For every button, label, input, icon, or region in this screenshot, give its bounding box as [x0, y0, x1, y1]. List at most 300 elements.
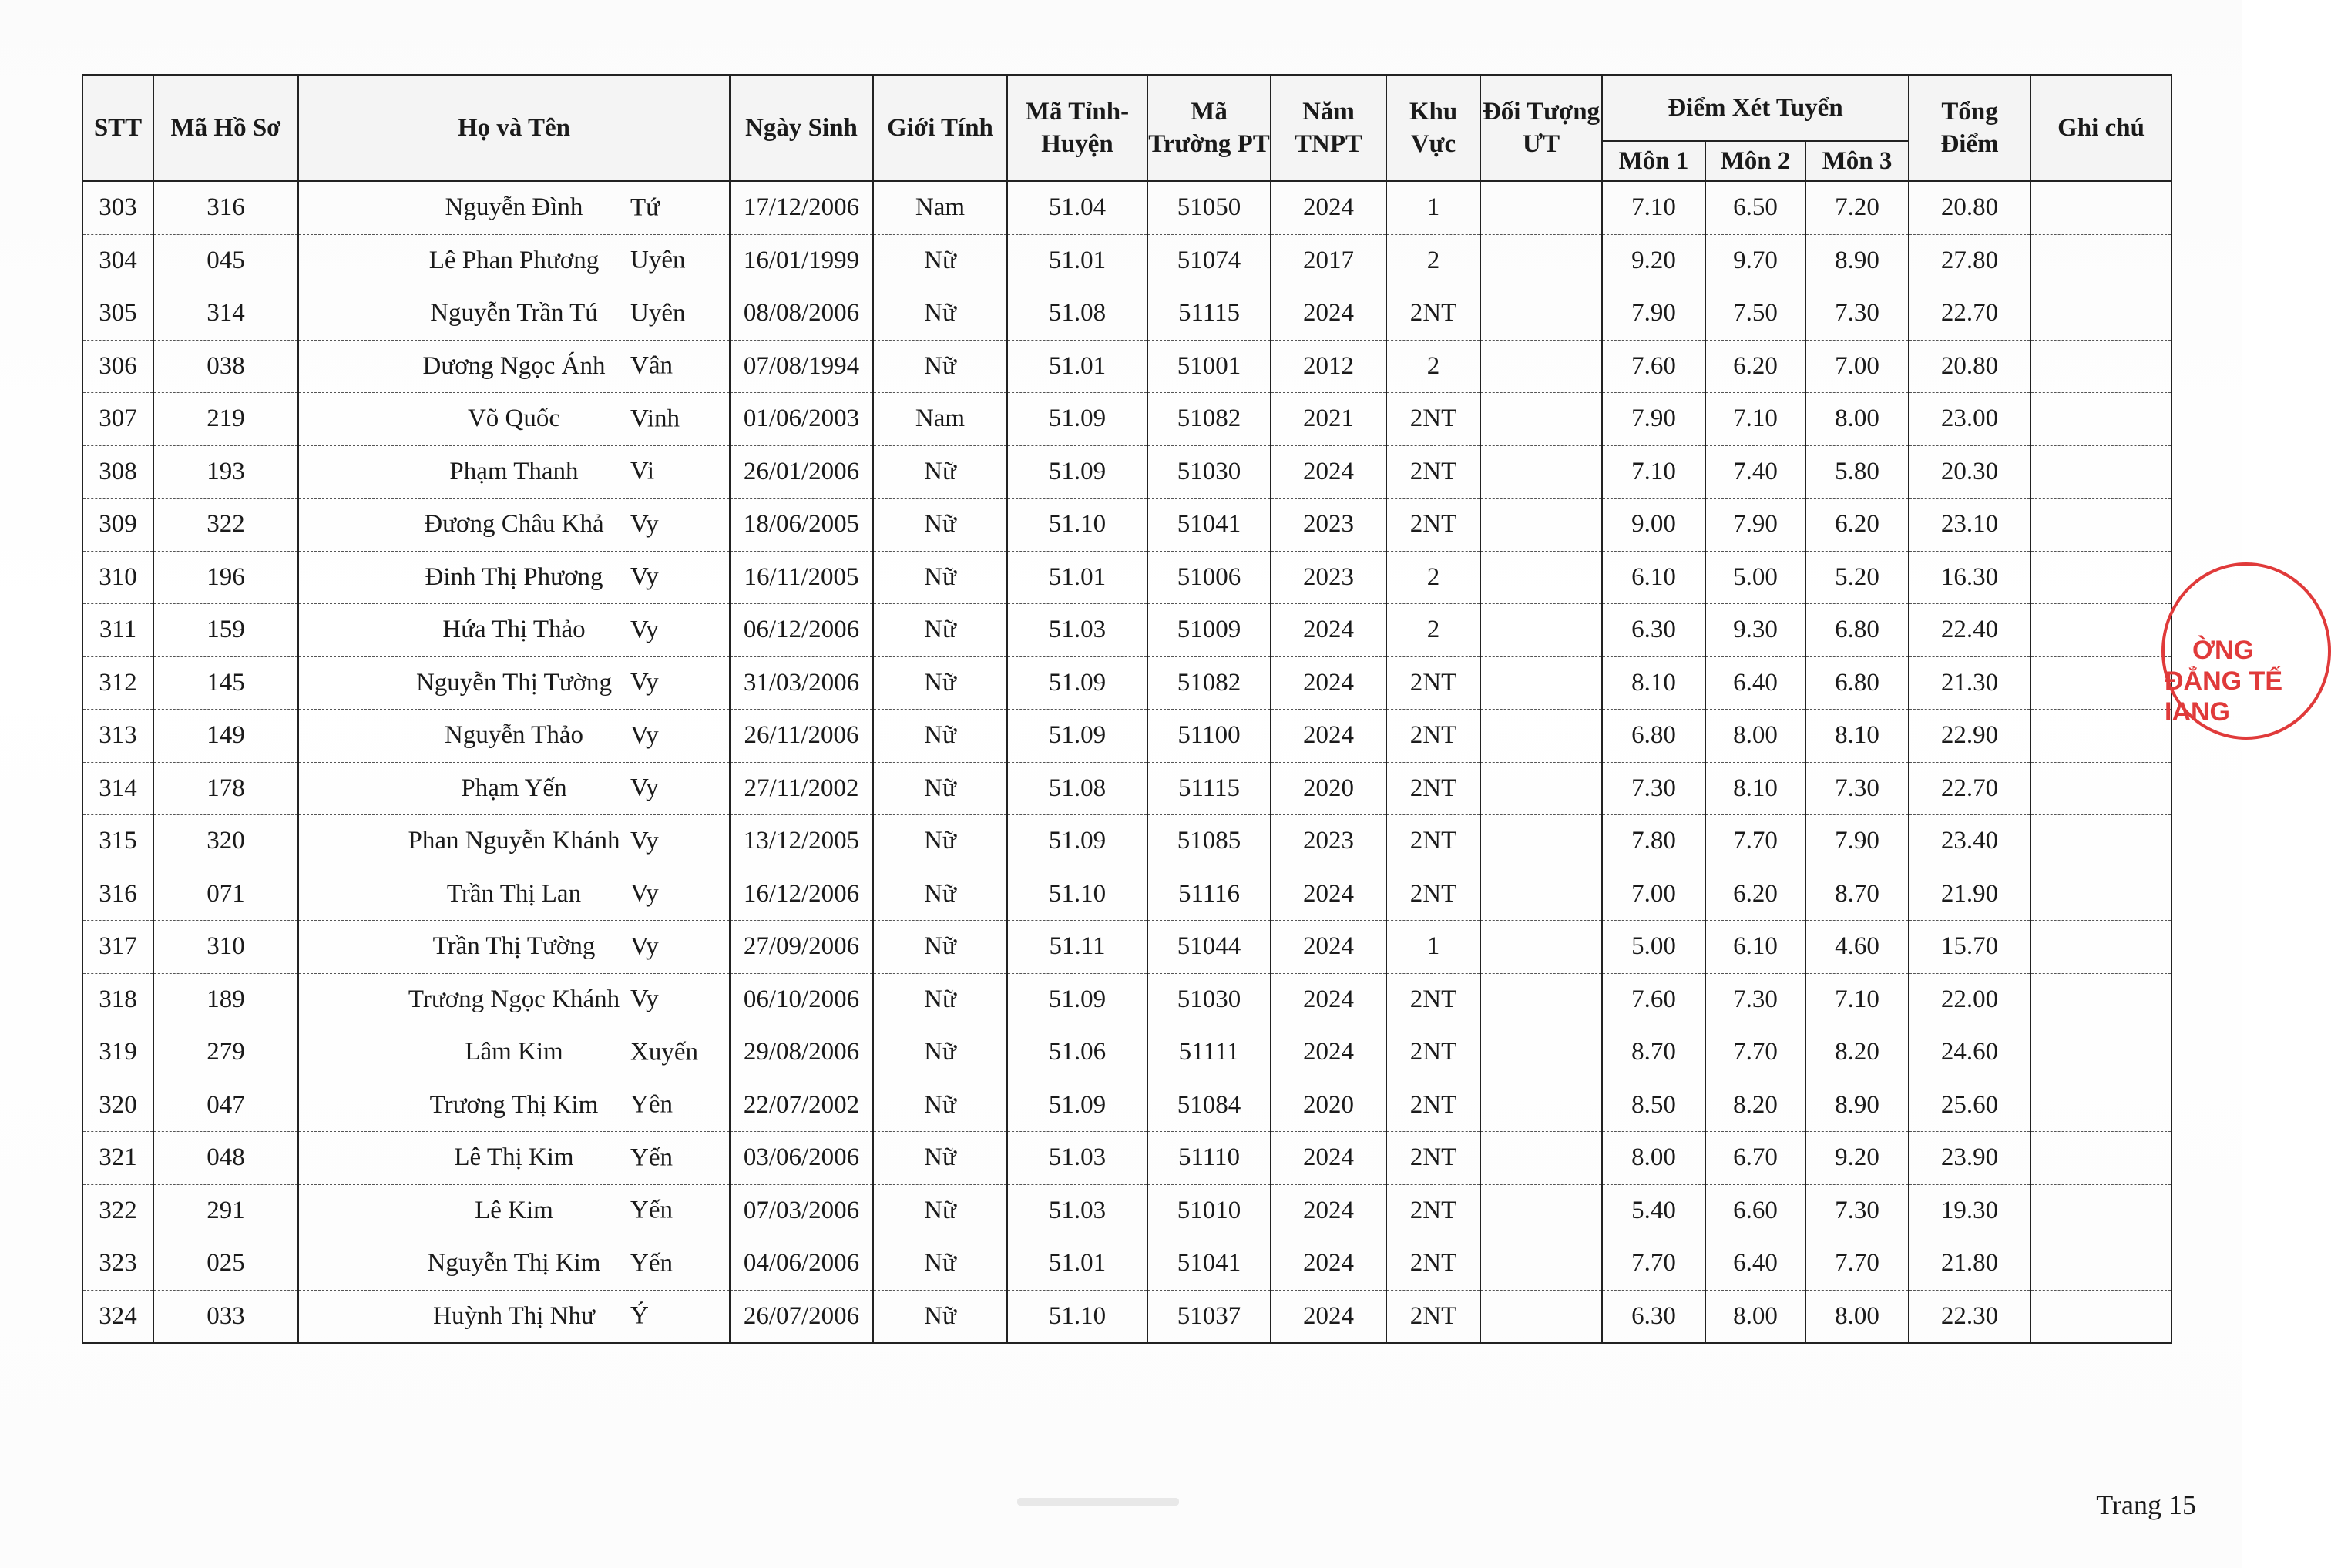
cell-khu-vuc: 1	[1386, 921, 1480, 974]
cell-mon-1: 7.90	[1602, 287, 1705, 341]
cell-ma-ho-so: 159	[153, 604, 298, 657]
cell-ten: Vy	[630, 985, 659, 1013]
cell-ma-truong-pt: 51050	[1147, 181, 1271, 234]
cell-ho-ten-dem: Phan Nguyễn Khánh	[408, 827, 620, 855]
cell-ten: Vy	[630, 510, 659, 539]
cell-gioi-tinh: Nữ	[873, 340, 1007, 393]
cell-ho-va-ten	[298, 1026, 730, 1079]
cell-doi-tuong-ut	[1480, 762, 1602, 815]
table-row	[82, 445, 2171, 499]
cell-mon-3: 8.00	[1805, 1290, 1909, 1343]
cell-khu-vuc: 1	[1386, 181, 1480, 234]
cell-ghi-chu	[2030, 604, 2171, 657]
cell-ghi-chu	[2030, 1290, 2171, 1343]
table-row	[82, 921, 2171, 974]
cell-nam-tnpt: 2024	[1271, 973, 1386, 1026]
cell-ho-va-ten	[298, 234, 730, 287]
cell-mon-2: 6.40	[1705, 656, 1805, 710]
cell-ho-ten-dem: Phạm Yến	[461, 774, 567, 802]
cell-mon-3: 7.20	[1805, 181, 1909, 234]
cell-tong-diem: 19.30	[1909, 1184, 2030, 1237]
cell-ma-truong-pt: 51041	[1147, 499, 1271, 552]
cell-nam-tnpt: 2023	[1271, 815, 1386, 868]
cell-khu-vuc: 2NT	[1386, 287, 1480, 341]
cell-ghi-chu	[2030, 287, 2171, 341]
cell-ho-va-ten	[298, 393, 730, 446]
cell-ma-ho-so: 025	[153, 1237, 298, 1291]
cell-ghi-chu	[2030, 921, 2171, 974]
cell-ngay-sinh: 07/03/2006	[730, 1184, 873, 1237]
cell-ma-truong-pt: 51037	[1147, 1290, 1271, 1343]
cell-stt: 305	[82, 287, 153, 341]
cell-mon-3: 7.30	[1805, 1184, 1909, 1237]
cell-nam-tnpt: 2020	[1271, 1079, 1386, 1132]
cell-ma-truong-pt: 51084	[1147, 1079, 1271, 1132]
cell-ho-ten-dem: Võ Quốc	[467, 405, 561, 433]
cell-ho-ten-dem: Lâm Kim	[465, 1038, 563, 1066]
cell-khu-vuc: 2NT	[1386, 445, 1480, 499]
cell-nam-tnpt: 2024	[1271, 287, 1386, 341]
cell-stt: 312	[82, 656, 153, 710]
cell-ho-va-ten	[298, 656, 730, 710]
cell-ho-ten-dem: Trần Thị Lan	[446, 879, 582, 908]
cell-mon-3: 8.90	[1805, 1079, 1909, 1132]
cell-ho-va-ten	[298, 551, 730, 604]
cell-ma-tinh-huyen: 51.09	[1007, 973, 1147, 1026]
cell-ngay-sinh: 04/06/2006	[730, 1237, 873, 1291]
cell-ho-ten-dem: Phạm Thanh	[449, 457, 579, 485]
cell-ma-tinh-huyen: 51.09	[1007, 445, 1147, 499]
table-row	[82, 393, 2171, 446]
cell-ho-ten-dem: Dương Ngọc Ánh	[422, 351, 606, 380]
cell-mon-1: 8.00	[1602, 1132, 1705, 1185]
cell-ma-ho-so: 071	[153, 868, 298, 921]
cell-doi-tuong-ut	[1480, 234, 1602, 287]
cell-ho-ten-dem: Đương Châu Khả	[424, 510, 604, 539]
cell-khu-vuc: 2NT	[1386, 1079, 1480, 1132]
cell-gioi-tinh: Nữ	[873, 1132, 1007, 1185]
cell-tong-diem: 15.70	[1909, 921, 2030, 974]
col-header-mon-3: Môn 3	[1805, 141, 1909, 181]
cell-ghi-chu	[2030, 1237, 2171, 1291]
cell-stt: 309	[82, 499, 153, 552]
cell-ten: Uyên	[630, 246, 686, 274]
cell-tong-diem: 21.80	[1909, 1237, 2030, 1291]
cell-mon-2: 6.20	[1705, 868, 1805, 921]
cell-ghi-chu	[2030, 445, 2171, 499]
cell-nam-tnpt: 2024	[1271, 445, 1386, 499]
cell-mon-1: 6.10	[1602, 551, 1705, 604]
red-seal-stamp: ỜNG ĐẲNG TẾ IANG	[2161, 562, 2331, 740]
cell-ho-ten-dem: Huỳnh Thị Như	[433, 1301, 595, 1330]
cell-mon-3: 7.30	[1805, 762, 1909, 815]
cell-tong-diem: 20.80	[1909, 340, 2030, 393]
cell-nam-tnpt: 2024	[1271, 1237, 1386, 1291]
cell-ten: Vy	[630, 774, 659, 802]
cell-stt: 303	[82, 181, 153, 234]
cell-mon-2: 8.00	[1705, 710, 1805, 763]
cell-mon-1: 6.30	[1602, 1290, 1705, 1343]
cell-ho-va-ten	[298, 181, 730, 234]
cell-nam-tnpt: 2024	[1271, 1290, 1386, 1343]
cell-gioi-tinh: Nữ	[873, 499, 1007, 552]
cell-ghi-chu	[2030, 815, 2171, 868]
cell-khu-vuc: 2NT	[1386, 1026, 1480, 1079]
cell-gioi-tinh: Nữ	[873, 1290, 1007, 1343]
table-body	[82, 181, 2171, 1343]
cell-khu-vuc: 2NT	[1386, 1237, 1480, 1291]
cell-ma-ho-so: 320	[153, 815, 298, 868]
cell-ma-tinh-huyen: 51.11	[1007, 921, 1147, 974]
cell-ten: Vi	[630, 457, 655, 485]
cell-mon-1: 9.20	[1602, 234, 1705, 287]
cell-mon-1: 7.10	[1602, 445, 1705, 499]
cell-ngay-sinh: 08/08/2006	[730, 287, 873, 341]
cell-ma-ho-so: 045	[153, 234, 298, 287]
cell-ma-tinh-huyen: 51.01	[1007, 551, 1147, 604]
cell-ho-ten-dem: Lê Kim	[475, 1196, 553, 1224]
cell-ho-va-ten	[298, 604, 730, 657]
col-header-doi-tuong-ut: Đối Tượng ƯT	[1480, 75, 1602, 181]
table-row	[82, 656, 2171, 710]
cell-mon-2: 7.70	[1705, 815, 1805, 868]
cell-mon-2: 6.40	[1705, 1237, 1805, 1291]
cell-ho-va-ten	[298, 762, 730, 815]
cell-ma-ho-so: 291	[153, 1184, 298, 1237]
cell-mon-1: 7.60	[1602, 973, 1705, 1026]
cell-ma-truong-pt: 51116	[1147, 868, 1271, 921]
cell-nam-tnpt: 2023	[1271, 551, 1386, 604]
cell-mon-2: 7.10	[1705, 393, 1805, 446]
cell-mon-3: 7.70	[1805, 1237, 1909, 1291]
cell-doi-tuong-ut	[1480, 393, 1602, 446]
cell-ghi-chu	[2030, 234, 2171, 287]
cell-doi-tuong-ut	[1480, 656, 1602, 710]
cell-ho-ten-dem: Nguyễn Thị Tường	[415, 668, 613, 697]
cell-tong-diem: 25.60	[1909, 1079, 2030, 1132]
cell-ma-ho-so: 314	[153, 287, 298, 341]
cell-gioi-tinh: Nữ	[873, 1184, 1007, 1237]
cell-doi-tuong-ut	[1480, 604, 1602, 657]
cell-ma-truong-pt: 51001	[1147, 340, 1271, 393]
cell-doi-tuong-ut	[1480, 1026, 1602, 1079]
cell-ma-truong-pt: 51082	[1147, 393, 1271, 446]
cell-mon-2: 5.00	[1705, 551, 1805, 604]
cell-mon-1: 8.70	[1602, 1026, 1705, 1079]
cell-mon-2: 7.90	[1705, 499, 1805, 552]
cell-mon-3: 5.20	[1805, 551, 1909, 604]
cell-doi-tuong-ut	[1480, 1132, 1602, 1185]
cell-mon-3: 9.20	[1805, 1132, 1909, 1185]
table-row	[82, 762, 2171, 815]
cell-mon-1: 7.80	[1602, 815, 1705, 868]
col-header-ma-ho-so: Mã Hồ Sơ	[153, 75, 298, 181]
cell-ngay-sinh: 29/08/2006	[730, 1026, 873, 1079]
cell-ghi-chu	[2030, 762, 2171, 815]
cell-mon-1: 9.00	[1602, 499, 1705, 552]
cell-ma-tinh-huyen: 51.09	[1007, 1079, 1147, 1132]
cell-mon-1: 7.70	[1602, 1237, 1705, 1291]
cell-ten: Vy	[630, 668, 659, 697]
cell-ho-ten-dem: Nguyễn Thị Kim	[427, 1249, 601, 1278]
cell-mon-3: 7.10	[1805, 973, 1909, 1026]
cell-ghi-chu	[2030, 1026, 2171, 1079]
cell-stt: 306	[82, 340, 153, 393]
cell-khu-vuc: 2	[1386, 234, 1480, 287]
cell-stt: 307	[82, 393, 153, 446]
cell-khu-vuc: 2NT	[1386, 973, 1480, 1026]
col-header-ma-truong-pt: Mã Trường PT	[1147, 75, 1271, 181]
cell-ghi-chu	[2030, 181, 2171, 234]
col-header-ghi-chu: Ghi chú	[2030, 75, 2171, 181]
cell-doi-tuong-ut	[1480, 499, 1602, 552]
cell-ma-tinh-huyen: 51.09	[1007, 710, 1147, 763]
cell-tong-diem: 16.30	[1909, 551, 2030, 604]
cell-ho-va-ten	[298, 1184, 730, 1237]
cell-doi-tuong-ut	[1480, 551, 1602, 604]
cell-mon-3: 4.60	[1805, 921, 1909, 974]
cell-ten: Vy	[630, 827, 659, 855]
cell-ten: Yên	[630, 1090, 673, 1119]
cell-ten: Vân	[630, 351, 673, 380]
table-row	[82, 1026, 2171, 1079]
cell-nam-tnpt: 2024	[1271, 1184, 1386, 1237]
cell-doi-tuong-ut	[1480, 445, 1602, 499]
cell-ma-ho-so: 178	[153, 762, 298, 815]
page-number: Trang 15	[2096, 1489, 2196, 1520]
table-row	[82, 1184, 2171, 1237]
cell-ma-tinh-huyen: 51.10	[1007, 868, 1147, 921]
cell-doi-tuong-ut	[1480, 815, 1602, 868]
cell-khu-vuc: 2NT	[1386, 762, 1480, 815]
cell-tong-diem: 20.30	[1909, 445, 2030, 499]
cell-ma-truong-pt: 51085	[1147, 815, 1271, 868]
cell-stt: 322	[82, 1184, 153, 1237]
cell-ma-ho-so: 038	[153, 340, 298, 393]
cell-nam-tnpt: 2024	[1271, 656, 1386, 710]
table-row	[82, 181, 2171, 234]
cell-mon-3: 6.80	[1805, 656, 1909, 710]
cell-gioi-tinh: Nữ	[873, 551, 1007, 604]
cell-ten: Xuyến	[630, 1038, 698, 1066]
cell-stt: 311	[82, 604, 153, 657]
cell-ma-ho-so: 310	[153, 921, 298, 974]
cell-gioi-tinh: Nữ	[873, 710, 1007, 763]
cell-nam-tnpt: 2023	[1271, 499, 1386, 552]
cell-ma-tinh-huyen: 51.03	[1007, 1132, 1147, 1185]
col-header-gioi-tinh: Giới Tính	[873, 75, 1007, 181]
cell-khu-vuc: 2NT	[1386, 710, 1480, 763]
cell-ten: Vy	[630, 879, 659, 908]
cell-tong-diem: 22.00	[1909, 973, 2030, 1026]
cell-ma-tinh-huyen: 51.03	[1007, 1184, 1147, 1237]
cell-ngay-sinh: 27/09/2006	[730, 921, 873, 974]
cell-ma-ho-so: 279	[153, 1026, 298, 1079]
cell-ho-va-ten	[298, 921, 730, 974]
cell-ma-tinh-huyen: 51.09	[1007, 393, 1147, 446]
table-row	[82, 340, 2171, 393]
cell-mon-2: 8.10	[1705, 762, 1805, 815]
table-row	[82, 1079, 2171, 1132]
cell-doi-tuong-ut	[1480, 1290, 1602, 1343]
cell-nam-tnpt: 2021	[1271, 393, 1386, 446]
cell-nam-tnpt: 2024	[1271, 1026, 1386, 1079]
cell-ma-truong-pt: 51115	[1147, 762, 1271, 815]
cell-ho-va-ten	[298, 868, 730, 921]
cell-stt: 308	[82, 445, 153, 499]
cell-ma-truong-pt: 51009	[1147, 604, 1271, 657]
cell-mon-3: 8.10	[1805, 710, 1909, 763]
cell-ngay-sinh: 26/11/2006	[730, 710, 873, 763]
cell-ma-tinh-huyen: 51.10	[1007, 499, 1147, 552]
cell-tong-diem: 23.40	[1909, 815, 2030, 868]
cell-ho-ten-dem: Nguyễn Trần Tú	[430, 299, 598, 327]
table-row	[82, 499, 2171, 552]
cell-ma-truong-pt: 51111	[1147, 1026, 1271, 1079]
cell-tong-diem: 27.80	[1909, 234, 2030, 287]
cell-ngay-sinh: 06/12/2006	[730, 604, 873, 657]
cell-doi-tuong-ut	[1480, 287, 1602, 341]
cell-ho-va-ten	[298, 1079, 730, 1132]
cell-ngay-sinh: 16/01/1999	[730, 234, 873, 287]
cell-tong-diem: 22.30	[1909, 1290, 2030, 1343]
cell-ho-ten-dem: Nguyễn Đình	[445, 193, 583, 222]
cell-ho-ten-dem: Đinh Thị Phương	[425, 562, 603, 591]
cell-stt: 318	[82, 973, 153, 1026]
cell-mon-3: 5.80	[1805, 445, 1909, 499]
cell-ngay-sinh: 03/06/2006	[730, 1132, 873, 1185]
cell-doi-tuong-ut	[1480, 921, 1602, 974]
cell-tong-diem: 22.70	[1909, 762, 2030, 815]
scan-artifact	[1017, 1498, 1179, 1506]
cell-mon-1: 7.60	[1602, 340, 1705, 393]
cell-nam-tnpt: 2024	[1271, 710, 1386, 763]
cell-mon-1: 6.80	[1602, 710, 1705, 763]
cell-khu-vuc: 2NT	[1386, 868, 1480, 921]
cell-ghi-chu	[2030, 973, 2171, 1026]
cell-ho-va-ten	[298, 1132, 730, 1185]
cell-ngay-sinh: 31/03/2006	[730, 656, 873, 710]
cell-mon-1: 7.00	[1602, 868, 1705, 921]
cell-ma-ho-so: 322	[153, 499, 298, 552]
cell-ma-truong-pt: 51044	[1147, 921, 1271, 974]
cell-khu-vuc: 2NT	[1386, 1290, 1480, 1343]
cell-ma-tinh-huyen: 51.08	[1007, 287, 1147, 341]
cell-ho-ten-dem: Lê Phan Phương	[428, 246, 600, 274]
cell-nam-tnpt: 2024	[1271, 868, 1386, 921]
cell-ten: Vinh	[630, 405, 680, 433]
cell-mon-2: 7.50	[1705, 287, 1805, 341]
cell-ngay-sinh: 06/10/2006	[730, 973, 873, 1026]
table-row	[82, 234, 2171, 287]
cell-mon-1: 7.30	[1602, 762, 1705, 815]
cell-doi-tuong-ut	[1480, 340, 1602, 393]
cell-mon-3: 7.00	[1805, 340, 1909, 393]
cell-khu-vuc: 2NT	[1386, 499, 1480, 552]
cell-gioi-tinh: Nữ	[873, 921, 1007, 974]
cell-mon-1: 7.10	[1602, 181, 1705, 234]
cell-tong-diem: 21.90	[1909, 868, 2030, 921]
cell-gioi-tinh: Nữ	[873, 815, 1007, 868]
cell-gioi-tinh: Nữ	[873, 287, 1007, 341]
cell-gioi-tinh: Nữ	[873, 445, 1007, 499]
cell-mon-2: 6.20	[1705, 340, 1805, 393]
cell-mon-2: 6.70	[1705, 1132, 1805, 1185]
cell-stt: 319	[82, 1026, 153, 1079]
cell-ngay-sinh: 13/12/2005	[730, 815, 873, 868]
cell-ten: Uyên	[630, 299, 686, 327]
cell-khu-vuc: 2	[1386, 604, 1480, 657]
cell-ghi-chu	[2030, 393, 2171, 446]
cell-ten: Vy	[630, 721, 659, 750]
admission-score-table	[82, 74, 2172, 1344]
cell-ngay-sinh: 16/11/2005	[730, 551, 873, 604]
cell-ghi-chu	[2030, 1184, 2171, 1237]
cell-ghi-chu	[2030, 340, 2171, 393]
cell-mon-3: 7.90	[1805, 815, 1909, 868]
cell-tong-diem: 24.60	[1909, 1026, 2030, 1079]
cell-ma-truong-pt: 51030	[1147, 445, 1271, 499]
cell-mon-1: 5.40	[1602, 1184, 1705, 1237]
cell-ma-tinh-huyen: 51.04	[1007, 181, 1147, 234]
cell-ten: Yến	[630, 1249, 673, 1278]
cell-ho-va-ten	[298, 340, 730, 393]
cell-ma-truong-pt: 51006	[1147, 551, 1271, 604]
cell-ho-ten-dem: Trương Ngọc Khánh	[408, 985, 620, 1013]
cell-khu-vuc: 2NT	[1386, 815, 1480, 868]
cell-khu-vuc: 2NT	[1386, 1184, 1480, 1237]
cell-khu-vuc: 2NT	[1386, 1132, 1480, 1185]
cell-nam-tnpt: 2012	[1271, 340, 1386, 393]
cell-ma-ho-so: 196	[153, 551, 298, 604]
cell-ma-truong-pt: 51041	[1147, 1237, 1271, 1291]
cell-mon-2: 6.60	[1705, 1184, 1805, 1237]
cell-nam-tnpt: 2020	[1271, 762, 1386, 815]
cell-gioi-tinh: Nữ	[873, 656, 1007, 710]
cell-tong-diem: 22.70	[1909, 287, 2030, 341]
cell-mon-2: 9.30	[1705, 604, 1805, 657]
cell-ngay-sinh: 18/06/2005	[730, 499, 873, 552]
cell-stt: 317	[82, 921, 153, 974]
cell-ma-tinh-huyen: 51.01	[1007, 1237, 1147, 1291]
cell-ho-ten-dem: Lê Thị Kim	[454, 1143, 574, 1172]
cell-ten: Yến	[630, 1143, 673, 1172]
cell-ho-va-ten	[298, 710, 730, 763]
cell-stt: 324	[82, 1290, 153, 1343]
cell-ma-ho-so: 048	[153, 1132, 298, 1185]
cell-mon-2: 7.30	[1705, 973, 1805, 1026]
cell-gioi-tinh: Nữ	[873, 973, 1007, 1026]
col-header-mon-2: Môn 2	[1705, 141, 1805, 181]
cell-mon-3: 6.80	[1805, 604, 1909, 657]
cell-doi-tuong-ut	[1480, 1079, 1602, 1132]
cell-gioi-tinh: Nữ	[873, 762, 1007, 815]
cell-mon-1: 5.00	[1602, 921, 1705, 974]
col-header-tong-diem: Tổng Điểm	[1909, 75, 2030, 181]
cell-mon-1: 7.90	[1602, 393, 1705, 446]
cell-gioi-tinh: Nam	[873, 181, 1007, 234]
col-header-ma-tinh-huyen: Mã Tỉnh-Huyện	[1007, 75, 1147, 181]
table-row	[82, 973, 2171, 1026]
cell-ho-va-ten	[298, 445, 730, 499]
cell-gioi-tinh: Nữ	[873, 868, 1007, 921]
cell-stt: 313	[82, 710, 153, 763]
table-row	[82, 604, 2171, 657]
cell-mon-2: 8.00	[1705, 1290, 1805, 1343]
cell-khu-vuc: 2NT	[1386, 393, 1480, 446]
cell-khu-vuc: 2NT	[1386, 656, 1480, 710]
cell-ma-tinh-huyen: 51.01	[1007, 340, 1147, 393]
